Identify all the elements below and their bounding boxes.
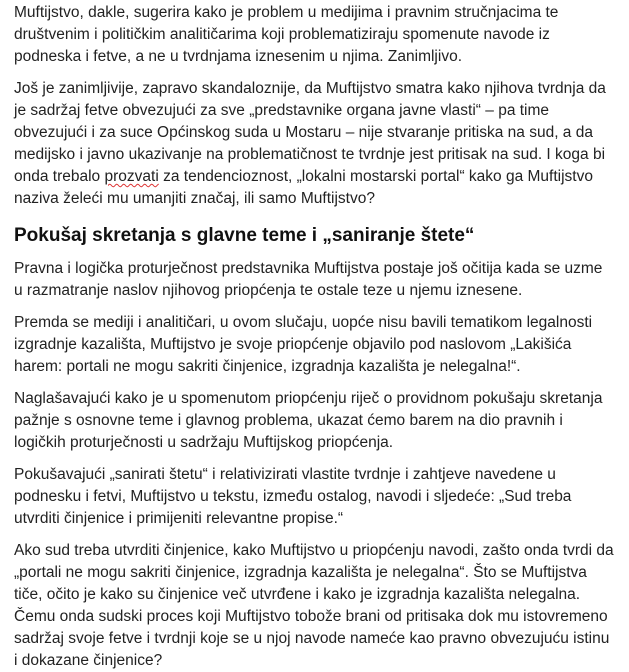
section-heading: Pokušaj skretanja s glavne teme i „saniranje štete“ (14, 225, 475, 246)
paragraph-3: Pravna i logička proturječnost predstavnika Muftijstva postaje još očitija kada se uzme u razmatranje naslov njihovog priopćenja te ostale teze u njemu iznesene. (14, 260, 603, 299)
spellcheck-flagged-word[interactable]: prozvati (104, 168, 159, 185)
paragraph-4: Premda se mediji i analitičari, u ovom slučaju, uopće nisu bavili tematikom legalnosti izgradnje kazališta, Muftijstvo je svoje priopćenje objavilo pod naslovom „Lakišića harem: portali ne mogu sakriti činjenice, izgradnja kazališta je nelegalna!“. (14, 314, 593, 375)
paragraph-2-text-end: za tendencioznost, „lokalni mostarski portal“ kako ga Muftijstvo naziva želeći mu umanjiti značaj, ili samo Muftijstvo? (14, 168, 593, 207)
paragraph-2-text-start: Još je zanimljivije, zapravo skandaloznije, da Muftijstvo smatra kako njihova tvrdnja da je sadržaj fetve obvezujući za sve „predstavnike organa javne vlasti“ – pa time obvezujući i za suce Općinskog suda u Mostaru – nije stvaranje pritiska na sud, a da medijsko i javno ukazivanje na problematičnost te tvrdnje jest pritisak na sud. I koga bi onda trebalo (14, 80, 606, 185)
paragraph-2 (14, 78, 615, 210)
paragraph-1: Muftijstvo, dakle, sugerira kako je problem u medijima i pravnim stručnjacima te društvenim i političkim analitičarima koji problematiziraju spomenute navode iz podneska i fetve, a ne u tvrdnjama iznesenim u njima. Zanimljivo. (14, 4, 559, 65)
paragraph-5: Naglašavajući kako je u spomenutom priopćenju riječ o providnom pokušaju skretanja pažnje s osnovne teme i glavnog problema, ukazat ćemo barem na dio pravnih i logičkih proturječnosti u sadržaju Muftijskog priopćenja. (14, 390, 603, 451)
paragraph-7: Ako sud treba utvrditi činjenice, kako Muftijstvo u priopćenju navodi, zašto onda tvrdi da „portali ne mogu sakriti činjenice, izgradnja kazališta je nelegalna“. Što se Muftijstva tiče, očito je kako su činjenice več utvrđene i kako je izgradnja kazališta nelegalna. Čemu onda sudski proces koji Muftijstvo tobože brani od pritisaka dok mu istovremeno sadržaj svoje fetve i tvrdnji koje se u njoj navode nameće kao pravno obvezujuću istinu i dokazane činjenice? (14, 542, 614, 669)
paragraph-6: Pokušavajući „sanirati štetu“ i relativizirati vlastite tvrdnje i zahtjeve navedene u podnesku i fetvi, Muftijstvo u tekstu, između ostalog, navodi i sljedeće: „Sud treba utvrditi činjenice i primijeniti relevantne propise.“ (14, 466, 572, 527)
